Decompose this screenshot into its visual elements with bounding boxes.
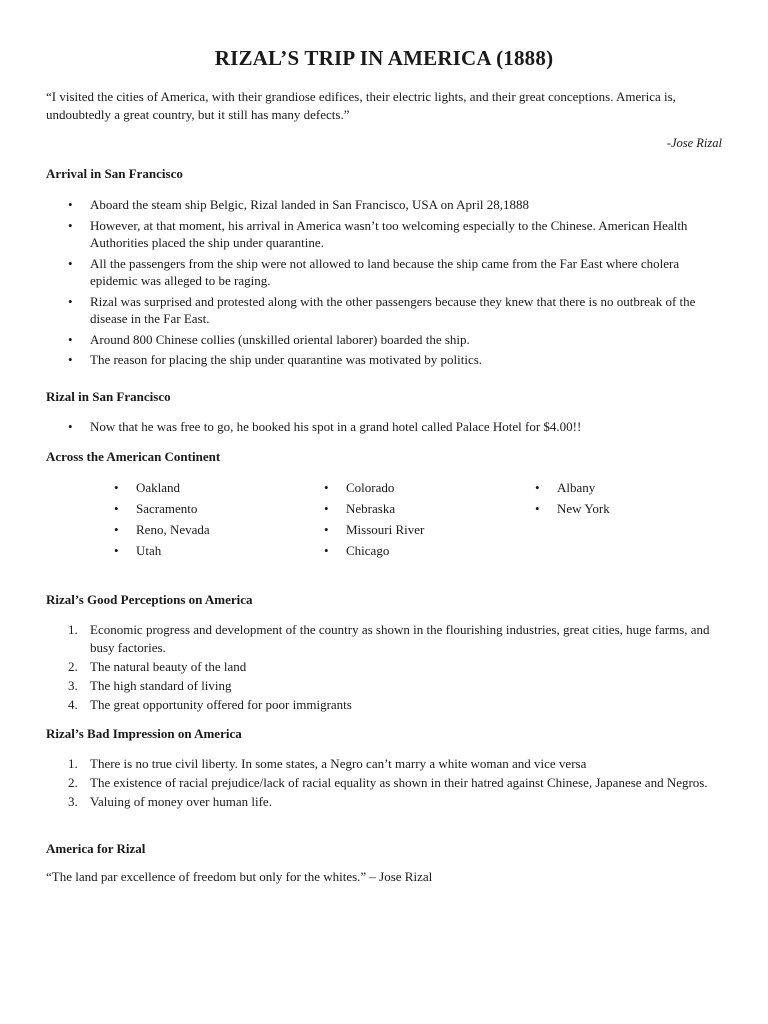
list-item: • Now that he was free to go, he booked his spot in a grand hotel called Palace Hotel for $4.00!! <box>46 418 722 436</box>
heading-in-sf: Rizal in San Francisco <box>46 389 171 404</box>
list-item: 1. Economic progress and development of the country as shown in the flourishing industries, great cities, huge farms, and busy factories. <box>68 622 710 655</box>
list-item: • Around 800 Chinese collies (unskilled oriental laborer) boarded the ship. <box>46 331 722 349</box>
place-item: • Chicago <box>324 542 424 560</box>
place-item: • Colorado <box>324 479 424 497</box>
list-item: 2. The existence of racial prejudice/lack of racial equality as shown in their hatred against Chinese, Japanese and Negros. <box>68 775 708 790</box>
heading-arrival: Arrival in San Francisco <box>46 166 183 181</box>
opening-quote: “I visited the cities of America, with their grandiose edifices, their electric lights, and their great conceptions. America is, undoubtedly a great country, but it still has many defects.” <box>46 89 676 122</box>
place-item: • Utah <box>114 542 210 560</box>
places-column-1 <box>114 479 210 563</box>
document-title: RIZAL’S TRIP IN AMERICA (1888) <box>214 46 554 70</box>
list-item: 1. There is no true civil liberty. In some states, a Negro can’t marry a white woman and vice versa <box>68 756 587 771</box>
list-item: 3. The high standard of living <box>68 677 232 693</box>
list-item: 2. The natural beauty of the land <box>68 658 247 674</box>
place-item: • Reno, Nevada <box>114 521 210 539</box>
places-column-3 <box>535 479 610 521</box>
list-item: 4. The great opportunity offered for poor immigrants <box>68 696 352 712</box>
places-column-2 <box>324 479 424 563</box>
list-item: 3. Valuing of money over human life. <box>68 794 272 809</box>
list-item: • However, at that moment, his arrival in America wasn’t too welcoming especially to the Chinese. American Health Authorities placed the ship under quarantine. <box>46 217 722 252</box>
heading-america-for-rizal: America for Rizal <box>46 841 146 856</box>
place-item: • Missouri River <box>324 521 424 539</box>
place-item: • Oakland <box>114 479 210 497</box>
in-sf-list <box>46 418 722 439</box>
quote-author: -Jose Rizal <box>666 136 722 150</box>
heading-continent: Across the American Continent <box>46 449 221 464</box>
arrival-list <box>46 196 722 372</box>
closing-quote: “The land par excellence of freedom but only for the whites.” – Jose Rizal <box>46 869 433 884</box>
good-perceptions-list <box>46 621 722 715</box>
list-item: • The reason for placing the ship under quarantine was motivated by politics. <box>46 351 722 369</box>
place-item: • Nebraska <box>324 500 424 518</box>
list-item: • All the passengers from the ship were not allowed to land because the ship came from the Far East where cholera epidemic was alleged to be raging. <box>46 255 722 290</box>
bad-impression-list <box>46 755 722 812</box>
place-item: • New York <box>535 500 610 518</box>
list-item: • Aboard the steam ship Belgic, Rizal landed in San Francisco, USA on April 28,1888 <box>46 196 722 214</box>
place-item: • Sacramento <box>114 500 210 518</box>
heading-bad-impression: Rizal’s Bad Impression on America <box>46 726 242 741</box>
place-item: • Albany <box>535 479 610 497</box>
heading-good-perceptions: Rizal’s Good Perceptions on America <box>46 592 253 607</box>
list-item: • Rizal was surprised and protested along with the other passengers because they knew that there is no outbreak of the disease in the Far East. <box>46 293 722 328</box>
